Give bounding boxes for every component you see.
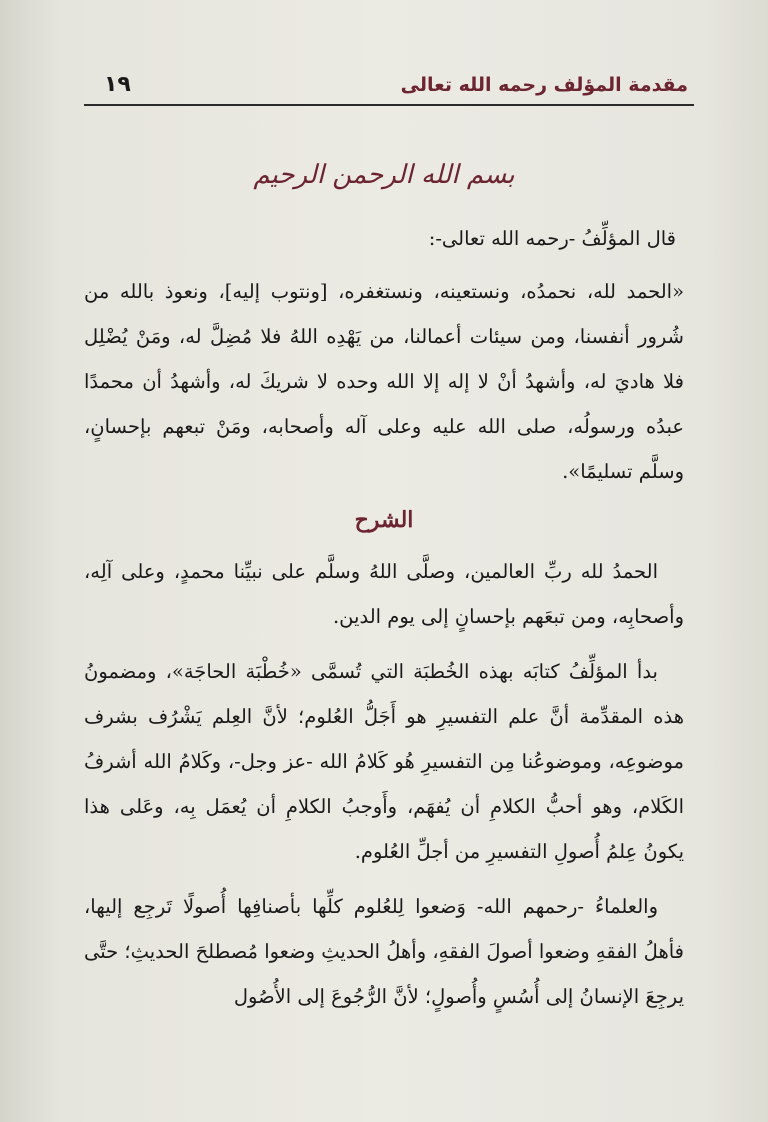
- paragraph-1: الحمدُ لله ربِّ العالمين، وصلَّى اللهُ وسلَّم على نبيِّنا محمدٍ، وعلى آلِه، وأصحابِه، ومن تبعَهم بإحسانٍ إلى يوم الدين.: [84, 560, 684, 628]
- running-title: مقدمة المؤلف رحمه الله تعالى: [400, 74, 688, 96]
- basmala: بسم الله الرحمن الرحيم: [253, 160, 515, 190]
- section-title: الشرح: [354, 507, 414, 533]
- sermon-quote: «الحمد لله، نحمدُه، ونستعينه، ونستغفره، [ونتوب إليه]، ونعوذ بالله من شُرور أنفسنا، ومن سيئات أعمالنا، من يَهْدِه اللهُ فلا مُضِلَّ له، ومَنْ يُضْلِل فلا هاديَ له، وأشهدُ أنْ لا إله إلا الله وحده لا شريكَ له، وأشهدُ أن محمدًا عبدُه ورسولُه، صلى الله عليه وعلى آله وأصحابه، ومَنْ تبعهم بإحسانٍ، وسلَّم تسليمًا».: [84, 280, 684, 483]
- page-header: [84, 70, 694, 106]
- page-body: [84, 216, 684, 1029]
- author-intro: قال المؤلِّفُ -رحمه الله تعالى-:: [428, 227, 676, 250]
- page-number: ١٩: [104, 72, 131, 97]
- paragraph-3: والعلماءُ -رحمهم الله- وَضعوا لِلعُلوم كلِّها بأصنافِها أُصولًا تَرجِع إليها، فأهلُ الفقهِ وضعوا أصولَ الفقهِ، وأهلُ الحديثِ وضعوا مُصطلحَ الحديثِ؛ حتَّى يرجِعَ الإنسانُ إلى أُسُسٍ وأُصولٍ؛ لأنَّ الرُّجُوعَ إلى الأُصُول: [84, 895, 684, 1008]
- paragraph-2: بدأ المؤلِّفُ كتابَه بهذه الخُطبَة التي تُسمَّى «خُطْبَة الحاجَة»، ومضمونُ هذه المقدِّمة أنَّ علم التفسيرِ هو أَجَلُّ العُلوم؛ لأنَّ العِلم يَشْرُف بشرف موضوعِه، وموضوعُنا مِن التفسيرِ هُو كَلامُ الله -عز وجل-، وكَلامُ الله أشرفُ الكَلام، وهو أحبُّ الكلامِ أن يُفهَم، وأَوجبُ الكلامِ أن يُعمَل بِه، وعَلى هذا يكونُ عِلمُ أُصولِ التفسيرِ من أجلِّ العُلوم.: [84, 660, 684, 863]
